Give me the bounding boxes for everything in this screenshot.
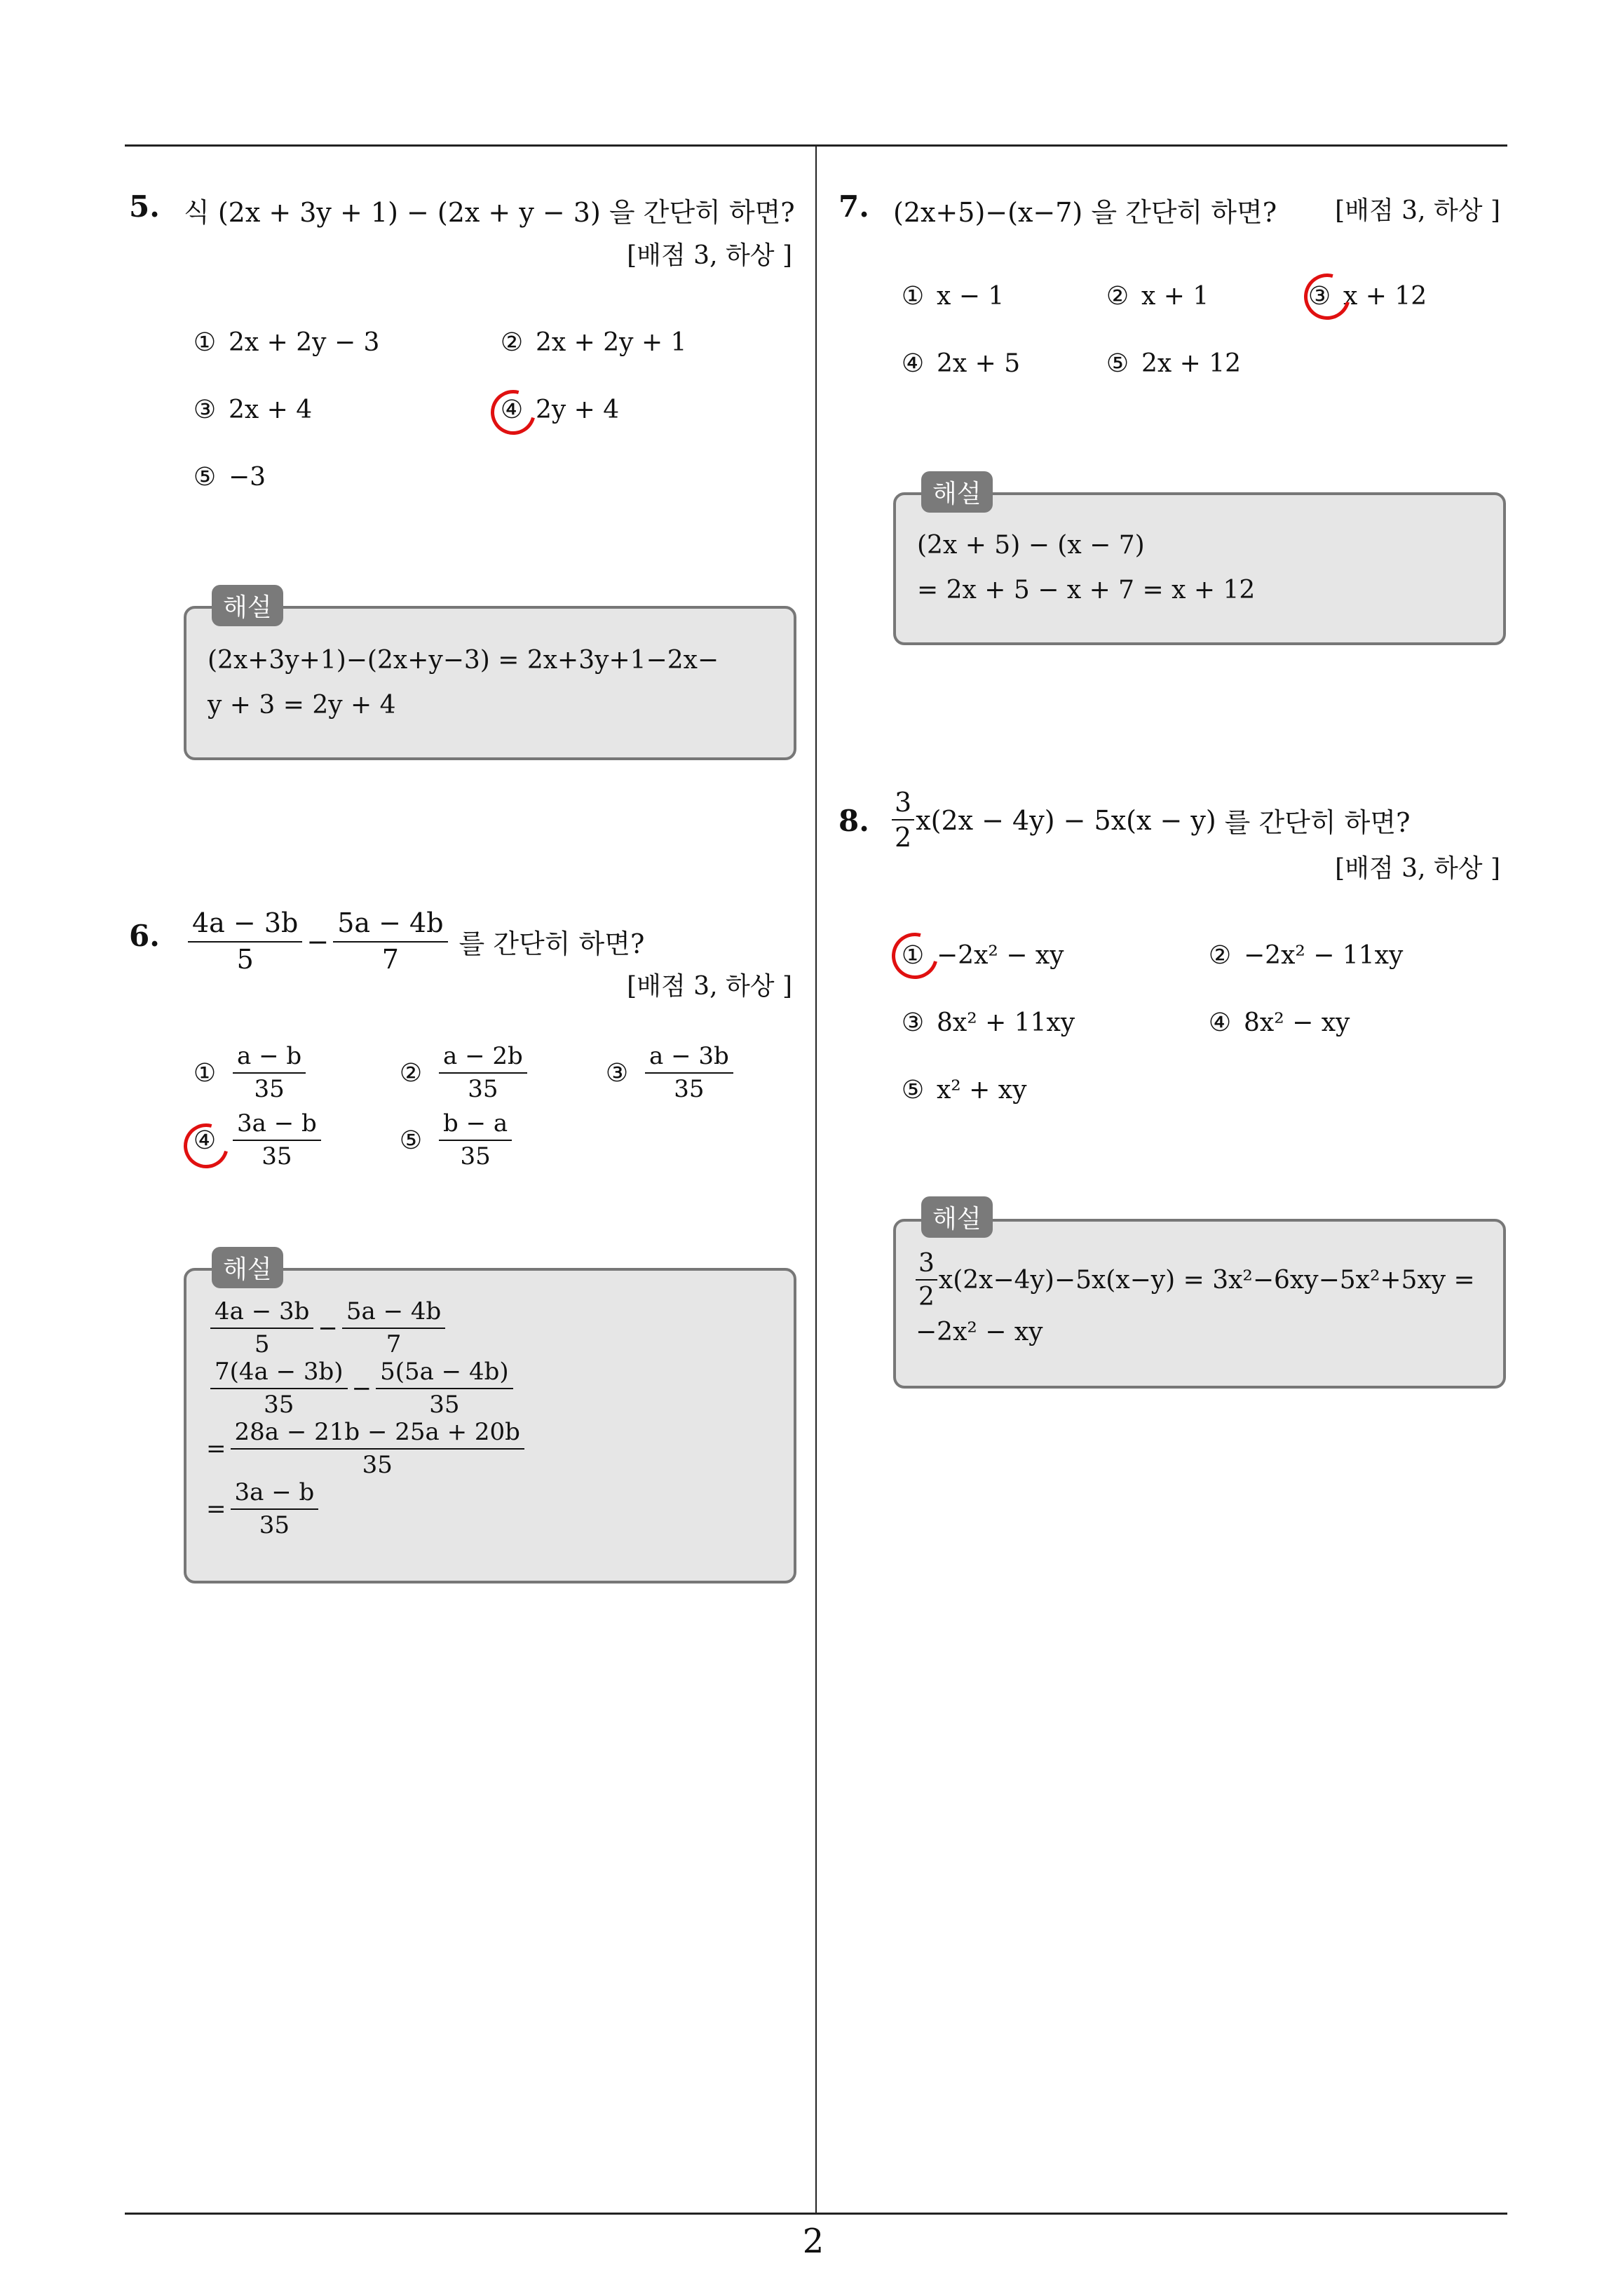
question-7-text	[893, 191, 1277, 229]
option-mark: ①	[193, 328, 217, 357]
option-fraction	[233, 1044, 306, 1103]
solution-equals: =	[206, 1435, 226, 1464]
solution-fraction	[916, 1250, 937, 1311]
fraction-denominator: 35	[674, 1075, 705, 1104]
question-7-score: [배점 3, 하상 ]	[1335, 196, 1500, 225]
question-7-option-4[interactable]	[899, 349, 1020, 378]
fraction-numerator: 5a − 4b	[333, 909, 447, 943]
question-5-solution-line-1: (2x+3y+1)−(2x+y−3) = 2x+3y+1−2x−	[208, 646, 719, 675]
column-divider	[815, 146, 817, 2213]
fraction-numerator: 28a − 21b − 25a + 20b	[231, 1419, 524, 1450]
question-6-suffix: 를 간단히 하면?	[459, 928, 645, 960]
question-8-option-5[interactable]	[899, 1076, 1026, 1105]
option-text: 8x² − xy	[1244, 1008, 1350, 1037]
fraction-denominator: 5	[254, 1330, 270, 1359]
question-6-solution-line-2	[206, 1359, 517, 1419]
fraction-denominator: 5	[236, 943, 254, 975]
question-5-prefix: 식	[184, 197, 210, 228]
fraction-denominator: 35	[362, 1451, 393, 1480]
option-mark: ①	[901, 282, 925, 311]
option-text: 2x + 5	[937, 349, 1021, 378]
question-7-suffix: 을 간단히 하면?	[1091, 197, 1277, 228]
fraction-numerator: 7(4a − 3b)	[210, 1359, 348, 1389]
option-mark: ③	[901, 1008, 925, 1037]
option-fraction	[233, 1111, 321, 1170]
option-mark: ④	[193, 1126, 217, 1155]
option-mark: ③	[605, 1058, 629, 1088]
fraction-numerator: 4a − 3b	[210, 1299, 313, 1329]
option-mark: ⑤	[193, 463, 217, 492]
question-8-solution-title: 해설	[921, 1196, 993, 1238]
option-mark: ⑤	[901, 1076, 925, 1105]
question-8-option-2[interactable]	[1206, 941, 1403, 970]
option-mark: ②	[1106, 282, 1129, 311]
question-5-number: 5.	[129, 189, 160, 224]
option-text: x + 1	[1141, 282, 1209, 311]
solution-equals: =	[206, 1495, 226, 1524]
bottom-rule	[125, 2213, 1507, 2215]
question-8-expr: x(2x − 4y) − 5x(x − y)	[916, 804, 1216, 836]
question-5-score: [배점 3, 하상 ]	[627, 241, 792, 270]
option-text: 2x + 2y + 1	[536, 328, 687, 357]
option-fraction	[439, 1111, 512, 1170]
option-fraction	[645, 1044, 733, 1103]
answer-circle-mark	[482, 381, 543, 443]
question-8-suffix: 를 간단히 하면?	[1224, 807, 1411, 839]
solution-operator: −	[351, 1375, 372, 1403]
option-mark: ①	[193, 1058, 217, 1088]
fraction-denominator: 35	[460, 1142, 491, 1171]
question-6-solution-line-4	[206, 1480, 322, 1539]
question-8-text	[892, 788, 1410, 853]
question-6-number: 6.	[129, 919, 160, 953]
fraction-numerator: 3	[916, 1250, 937, 1281]
option-text: −2x² − xy	[937, 941, 1064, 970]
option-mark: ②	[500, 328, 524, 357]
solution-fraction	[231, 1419, 524, 1479]
solution-fraction	[210, 1299, 313, 1358]
fraction-denominator: 35	[254, 1075, 285, 1104]
option-text: 8x² + 11xy	[937, 1008, 1075, 1037]
question-7-option-2[interactable]	[1103, 282, 1209, 311]
question-7-option-5[interactable]	[1103, 349, 1241, 378]
fraction-denominator: 35	[262, 1142, 292, 1171]
fraction-numerator: 4a − 3b	[188, 909, 302, 943]
fraction-denominator: 7	[381, 943, 399, 975]
question-6-option-3[interactable]	[603, 1044, 738, 1103]
fraction-numerator: a − 2b	[439, 1044, 527, 1074]
question-7-expr: (2x+5)−(x−7)	[893, 197, 1083, 228]
question-8-solution-line-1	[916, 1250, 1475, 1311]
answer-circle-mark	[883, 924, 946, 987]
option-text: x − 1	[937, 282, 1005, 311]
question-6-solution-title: 해설	[212, 1247, 283, 1288]
question-6-fraction-1	[188, 909, 302, 975]
question-7-solution-title: 해설	[921, 471, 993, 513]
fraction-denominator: 2	[895, 821, 912, 853]
question-6-minus: −	[306, 926, 330, 957]
option-mark: ⑤	[1106, 349, 1129, 378]
fraction-numerator: a − b	[233, 1044, 306, 1074]
answer-circle-mark	[1296, 265, 1359, 328]
question-7-option-1[interactable]	[899, 282, 1004, 311]
question-5-text	[184, 191, 795, 229]
option-text: −3	[229, 463, 266, 492]
question-5-expr: (2x + 3y + 1) − (2x + y − 3)	[217, 197, 601, 228]
option-text: −2x² − 11xy	[1244, 941, 1404, 970]
solution-fraction	[376, 1359, 513, 1419]
question-6-solution-line-3	[206, 1419, 529, 1479]
question-8-fraction	[892, 788, 914, 853]
fraction-numerator: 3a − b	[231, 1480, 319, 1510]
fraction-numerator: a − 3b	[645, 1044, 733, 1074]
fraction-numerator: 3	[892, 788, 914, 821]
question-6-fraction-2	[333, 909, 447, 975]
option-text: x² + xy	[937, 1076, 1027, 1105]
fraction-denominator: 35	[264, 1391, 294, 1419]
option-text: 2x + 4	[229, 396, 313, 424]
question-6-text	[184, 909, 644, 975]
question-5-option-5[interactable]	[191, 463, 266, 492]
page-number: 2	[802, 2222, 824, 2261]
question-6-score: [배점 3, 하상 ]	[627, 972, 792, 1001]
question-5-solution-line-2: y + 3 = 2y + 4	[208, 691, 396, 720]
option-mark: ⑤	[399, 1126, 423, 1155]
question-5-option-3[interactable]	[191, 396, 312, 424]
option-fraction	[439, 1044, 527, 1103]
question-8-option-4[interactable]	[1206, 1008, 1350, 1037]
solution-fraction	[342, 1299, 445, 1358]
question-8-solution-line-2: −2x² − xy	[916, 1318, 1043, 1346]
option-text: x + 12	[1343, 282, 1427, 311]
solution-expression: x(2x−4y)−5x(x−y) = 3x²−6xy−5x²+5xy =	[938, 1266, 1475, 1295]
fraction-denominator: 7	[386, 1330, 402, 1359]
option-mark: ④	[901, 349, 925, 378]
question-5-option-2[interactable]	[498, 328, 686, 357]
option-text: 2x + 12	[1141, 349, 1242, 378]
option-mark: ②	[1208, 941, 1232, 970]
question-5-suffix: 을 간단히 하면?	[609, 197, 795, 228]
option-mark: ④	[500, 396, 524, 424]
fraction-numerator: b − a	[439, 1111, 512, 1141]
question-8-score: [배점 3, 하상 ]	[1335, 854, 1500, 883]
option-mark: ③	[1308, 282, 1331, 311]
question-6-option-1[interactable]	[191, 1044, 310, 1103]
option-mark: ②	[399, 1058, 423, 1088]
question-5-option-1[interactable]	[191, 328, 379, 357]
option-mark: ③	[193, 396, 217, 424]
question-8-option-3[interactable]	[899, 1008, 1075, 1037]
fraction-denominator: 2	[918, 1282, 935, 1311]
question-7-solution-line-2: = 2x + 5 − x + 7 = x + 12	[917, 576, 1256, 605]
question-7-number: 7.	[838, 189, 869, 224]
solution-fraction	[231, 1480, 319, 1539]
question-7-solution-line-1: (2x + 5) − (x − 7)	[917, 531, 1145, 560]
fraction-numerator: 3a − b	[233, 1111, 321, 1141]
option-mark: ①	[901, 941, 925, 970]
fraction-denominator: 35	[259, 1511, 290, 1540]
solution-fraction	[210, 1359, 348, 1419]
question-6-option-2[interactable]	[397, 1044, 531, 1103]
fraction-numerator: 5(5a − 4b)	[376, 1359, 513, 1389]
solution-operator: −	[318, 1314, 338, 1343]
question-5-solution-title: 해설	[212, 585, 283, 626]
fraction-denominator: 35	[429, 1391, 460, 1419]
option-text: 2y + 4	[536, 396, 620, 424]
question-8-number: 8.	[838, 804, 869, 838]
option-mark: ④	[1208, 1008, 1232, 1037]
fraction-denominator: 35	[468, 1075, 498, 1104]
option-text: 2x + 2y − 3	[229, 328, 380, 357]
question-6-option-5[interactable]	[397, 1111, 516, 1170]
question-6-solution-line-1	[206, 1299, 449, 1358]
fraction-numerator: 5a − 4b	[342, 1299, 445, 1329]
